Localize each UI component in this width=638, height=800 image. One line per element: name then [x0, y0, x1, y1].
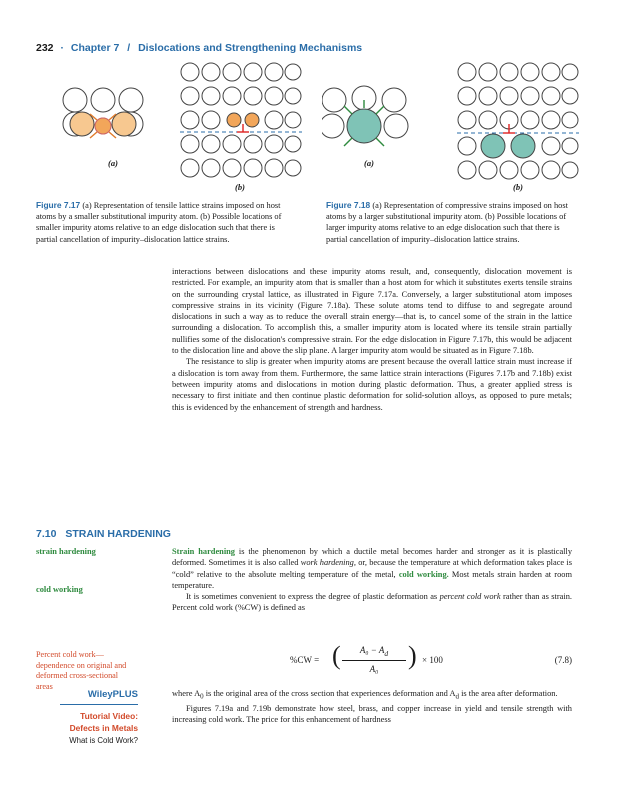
paragraph: Figures 7.19a and 7.19b demonstrate how steel, brass, and copper increase in yield and tensile strength with increasing cold work. The price for this enhancement of hardness [172, 703, 572, 725]
eq-num-sub: d [384, 648, 389, 658]
subscript: 0 [200, 692, 204, 701]
chapter-title: Dislocations and Strengthening Mechanisms [138, 42, 363, 54]
paragraph [172, 591, 572, 614]
tutorial-video-label[interactable]: Tutorial Video: [80, 711, 138, 721]
tutorial-video-title[interactable]: Defects in Metals [69, 723, 138, 733]
text-run: is the area after deformation. [459, 689, 558, 698]
large-impurity-atom [511, 134, 535, 158]
figure-7-18a [322, 78, 432, 158]
chapter-label: Chapter 7 [70, 42, 120, 54]
caption-label: Figure 7.17 [36, 200, 81, 210]
figure-7-18-caption [326, 200, 576, 245]
fig-7-17a-label: (a) [108, 158, 118, 168]
fig-7-18b-label: (b) [513, 182, 523, 192]
wileyplus-brand[interactable]: WileyPLUS [87, 689, 138, 700]
text-run: rather than as strain. Percent cold work (%CW) is defined as [172, 592, 572, 613]
figure-7-17-caption [36, 200, 298, 245]
section-heading [36, 528, 171, 540]
figure-7-18b [455, 58, 580, 183]
small-impurity-atom [227, 113, 241, 127]
caption-text: (a) Representation of tensile lattice strains imposed on host atoms by a smaller substitutional impurity atom. (b) Possible locations of smaller impurity atoms relative to an edge dislocation such that there is partial cancellation of impurity–dislocation lattice strains. [36, 201, 282, 244]
text-run: is the phenomenon by which a ductile metal becomes harder and stronger as it is plastically deformed. Sometimes it is also called [172, 547, 573, 568]
text-run: or, because the temperature at which deformation takes place is “cold” relative to the absolute melting temperature of the metal, [172, 558, 572, 579]
paragraph: interactions between dislocations and these impurity atoms result, and, consequently, dislocation movement is restricted. For example, an impurity atom that is smaller than a host atom for which it substitutes exerts tensile strains on the surrounding crystal lattice, as illustrated in Figure 7.17a. Conversely, a larger substitutional atom imposes compressive strains in its vicinity (Figure 7.18a). These solute atoms tend to diffuse to and segregate around dislocations in such a way as to reduce the overall strain energy—that is, to cancel some of the strain in the lattice surrounding a dislocation. To accomplish this, a smaller impurity atom is located where its tensile strain partially nullifies some of the dislocation's compressive strain. For the edge dislocation in Figure 7.17b, this would be adjacent to the dislocation line and above the slip plane. A larger impurity atom would be situated as in Figure 7.18b. [172, 267, 572, 356]
text-run: It is sometimes convenient to express the degree of plastic deformation as [186, 592, 440, 602]
large-impurity-atom [347, 109, 381, 143]
figure-7-17a [60, 78, 170, 158]
margin-term-strain-hardening: strain hardening [36, 547, 96, 556]
text-run: Most metals strain harden at room temperature. [172, 569, 572, 590]
eq-times: × 100 [422, 655, 443, 665]
figure-7-17b [178, 58, 303, 183]
margin-term-cold-working: cold working [36, 585, 83, 594]
eq-numerator [342, 645, 406, 658]
text-run: where A [172, 689, 201, 698]
subscript: d [455, 692, 459, 701]
fraction-bar [342, 660, 406, 661]
large-impurity-atom [481, 134, 505, 158]
small-impurity-atom [245, 113, 259, 127]
glossary-term: cold working. [398, 569, 449, 579]
eq-num-text: A₀ − A [359, 645, 385, 655]
body-text-after-equation [172, 688, 572, 726]
body-text-solid-solution [172, 266, 572, 413]
emphasis: percent cold work [439, 592, 501, 602]
paragraph [172, 546, 572, 591]
emphasis: work hardening, [300, 558, 356, 568]
fig-7-18a-label: (a) [364, 158, 374, 168]
eq-paren-close: ) [408, 641, 417, 670]
caption-text: (a) Representation of compressive strains imposed on host atoms by a larger substitutional impurity atom. (b) Possible locations of larger impurity atoms relative to an edge dislocation such that there is partial cancellation of impurity–dislocation lattice strains. [326, 201, 568, 244]
fig-7-17b-label: (b) [235, 182, 245, 192]
section-number: 7.10 [36, 528, 57, 540]
glossary-term: Strain hardening [172, 547, 235, 556]
header-separator: · [60, 42, 64, 54]
paragraph [172, 688, 572, 703]
paragraph: The resistance to slip is greater when impurity atoms are present because the overall lattice strain must increase if a dislocation is torn away from them. Furthermore, the same lattice strain interactions (Figures 7.17b and 7.18b) exist between impurity atoms and dislocations in motion during plastic deformation. Thus, a greater applied stress is necessary to first initiate and then continue plastic deformation for solid-solution alloys, as opposed to pure metals; this is evidenced by the enhancement of strength and hardness. [172, 357, 572, 412]
equation-7-8 [172, 643, 572, 683]
eq-number: (7.8) [554, 655, 572, 665]
eq-paren-open: ( [332, 641, 341, 670]
running-header [36, 42, 362, 54]
eq-lhs: %CW = [290, 655, 320, 665]
tutorial-question[interactable]: What is Cold Work? [69, 736, 138, 745]
text-run: is the original area of the cross section that experiences deformation and A [203, 689, 456, 698]
page-number: 232 [36, 42, 54, 54]
header-slash: / [127, 42, 131, 54]
section-title: STRAIN HARDENING [65, 528, 171, 540]
caption-label: Figure 7.18 [326, 200, 371, 210]
body-text-strain-hardening [172, 546, 572, 614]
eq-denominator: A₀ [369, 664, 379, 674]
divider [60, 704, 138, 705]
margin-note-percent-cold-work: Percent cold work—dependence on original and deformed cross-sectional areas [36, 650, 127, 691]
